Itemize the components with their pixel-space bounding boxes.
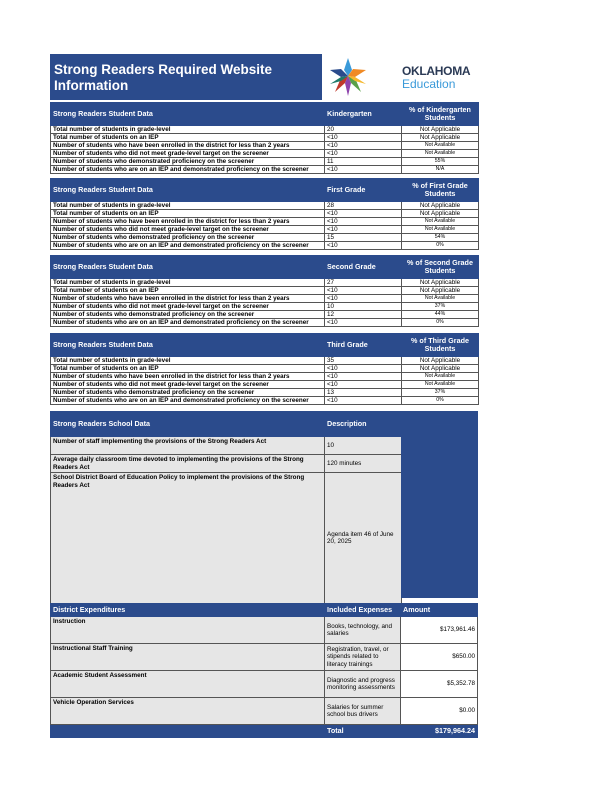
- expense-category: Instructional Staff Training: [51, 644, 325, 671]
- school-data-table: [50, 411, 402, 604]
- row-percent: 0%: [402, 242, 479, 250]
- row-percent: Not Applicable: [402, 365, 479, 373]
- percent-header: % of Third Grade Students: [402, 334, 479, 357]
- table-row: [51, 166, 479, 174]
- school-row-value: 120 minutes: [325, 455, 402, 473]
- row-percent: 44%: [402, 311, 479, 319]
- row-value: <10: [325, 319, 402, 327]
- row-percent: 54%: [402, 234, 479, 242]
- section-title: Strong Readers Student Data: [51, 103, 325, 126]
- logo-area: [322, 54, 478, 100]
- row-label: Number of students who demonstrated proficiency on the screener: [51, 158, 325, 166]
- expense-amount: $650.00: [401, 644, 478, 671]
- table-row: [51, 311, 479, 319]
- row-value: <10: [325, 365, 402, 373]
- row-value: <10: [325, 142, 402, 150]
- row-label: Total number of students in grade-level: [51, 126, 325, 134]
- row-value: 27: [325, 279, 402, 287]
- row-value: 15: [325, 234, 402, 242]
- row-value: 28: [325, 202, 402, 210]
- star-logo-icon: [326, 56, 370, 98]
- row-value: <10: [325, 381, 402, 389]
- expense-amount: $173,961.46: [401, 617, 478, 644]
- table-row: [51, 226, 479, 234]
- section-title: Strong Readers Student Data: [51, 334, 325, 357]
- percent-header: % of Second Grade Students: [402, 256, 479, 279]
- page-title: [50, 54, 322, 100]
- expense-category: Instruction: [51, 617, 325, 644]
- expense-category: Academic Student Assessment: [51, 671, 325, 698]
- table-row: [51, 218, 479, 226]
- row-percent: Not Available: [402, 381, 479, 389]
- table-row: [51, 279, 479, 287]
- row-value: <10: [325, 242, 402, 250]
- row-percent: Not Applicable: [402, 287, 479, 295]
- row-label: Number of students who did not meet grade-level target on the screener: [51, 226, 325, 234]
- expenditures-header: District Expenditures: [51, 604, 325, 617]
- row-percent: 37%: [402, 303, 479, 311]
- row-value: <10: [325, 218, 402, 226]
- row-percent: N/A: [402, 166, 479, 174]
- grade-header: Third Grade: [325, 334, 402, 357]
- row-percent: Not Applicable: [402, 357, 479, 365]
- table-row: [51, 365, 479, 373]
- row-percent: 55%: [402, 158, 479, 166]
- total-amount: $179,964.24: [401, 725, 478, 738]
- expense-included: Books, technology, and salaries: [325, 617, 401, 644]
- row-value: 20: [325, 126, 402, 134]
- row-percent: Not Available: [402, 373, 479, 381]
- school-row-label: Average daily classroom time devoted to implementing the provisions of the Strong Readers Act: [51, 455, 325, 473]
- row-percent: Not Available: [402, 150, 479, 158]
- row-label: Number of students who did not meet grade-level target on the screener: [51, 150, 325, 158]
- grade-header: Kindergarten: [325, 103, 402, 126]
- table-row: [51, 234, 479, 242]
- row-percent: 0%: [402, 397, 479, 405]
- row-label: Total number of students on an IEP: [51, 287, 325, 295]
- row-value: <10: [325, 287, 402, 295]
- table-row: [51, 373, 479, 381]
- row-label: Total number of students in grade-level: [51, 357, 325, 365]
- row-value: 11: [325, 158, 402, 166]
- row-label: Number of students who have been enrolled in the district for less than 2 years: [51, 295, 325, 303]
- table-row: [51, 357, 479, 365]
- table-row: [51, 381, 479, 389]
- row-value: 10: [325, 303, 402, 311]
- row-value: <10: [325, 150, 402, 158]
- row-value: <10: [325, 397, 402, 405]
- student-data-table: [50, 102, 479, 174]
- percent-header: % of First Grade Students: [402, 179, 479, 202]
- description-header: Description: [325, 412, 402, 437]
- amount-header: Amount: [401, 604, 478, 617]
- row-percent: 0%: [402, 319, 479, 327]
- row-percent: Not Applicable: [402, 134, 479, 142]
- row-label: Number of students who demonstrated proficiency on the screener: [51, 389, 325, 397]
- expense-included: Salaries for summer school bus drivers: [325, 698, 401, 725]
- table-row: [51, 389, 479, 397]
- row-label: Number of students who did not meet grade-level target on the screener: [51, 303, 325, 311]
- section-title: Strong Readers Student Data: [51, 256, 325, 279]
- total-label: Total: [325, 725, 401, 738]
- row-value: <10: [325, 373, 402, 381]
- row-label: Number of students who are on an IEP and demonstrated proficiency on the screener: [51, 166, 325, 174]
- row-label: Number of students who did not meet grade-level target on the screener: [51, 381, 325, 389]
- row-percent: Not Applicable: [402, 126, 479, 134]
- school-row-label: School District Board of Education Policy to implement the provisions of the Strong Readers Act: [51, 473, 325, 604]
- row-percent: Not Available: [402, 226, 479, 234]
- grade-header: Second Grade: [325, 256, 402, 279]
- expense-included: Diagnostic and progress monitoring assessments: [325, 671, 401, 698]
- percent-header: % of Kindergarten Students: [402, 103, 479, 126]
- title-line-1: Strong Readers Required Website: [54, 62, 273, 77]
- table-row: [51, 287, 479, 295]
- row-percent: Not Applicable: [402, 202, 479, 210]
- student-data-table: [50, 255, 479, 327]
- table-row: [51, 134, 479, 142]
- row-percent: 37%: [402, 389, 479, 397]
- row-label: Total number of students in grade-level: [51, 202, 325, 210]
- row-label: Total number of students on an IEP: [51, 134, 325, 142]
- table-row: [51, 397, 479, 405]
- logo-text-oklahoma: OKLAHOMA: [402, 64, 471, 78]
- expense-amount: $5,352.78: [401, 671, 478, 698]
- row-value: <10: [325, 295, 402, 303]
- table-row: [51, 303, 479, 311]
- section-title: Strong Readers Student Data: [51, 179, 325, 202]
- table-row: [51, 210, 479, 218]
- expense-category: Vehicle Operation Services: [51, 698, 325, 725]
- table-row: [51, 295, 479, 303]
- table-row: [51, 319, 479, 327]
- row-label: Number of students who have been enrolled in the district for less than 2 years: [51, 218, 325, 226]
- row-label: Number of students who have been enrolled in the district for less than 2 years: [51, 142, 325, 150]
- school-row-value: Agenda item 46 of June 20, 2025: [325, 473, 402, 604]
- row-label: Number of students who are on an IEP and demonstrated proficiency on the screener: [51, 242, 325, 250]
- row-percent: Not Applicable: [402, 279, 479, 287]
- student-data-table: [50, 178, 479, 250]
- school-row-value: 10: [325, 437, 402, 455]
- row-label: Number of students who demonstrated proficiency on the screener: [51, 234, 325, 242]
- blue-fill-block: [401, 411, 478, 598]
- row-value: 12: [325, 311, 402, 319]
- total-spacer: [51, 725, 325, 738]
- expenditures-table: [50, 603, 478, 738]
- row-value: <10: [325, 226, 402, 234]
- table-row: [51, 242, 479, 250]
- table-row: [51, 150, 479, 158]
- row-percent: Not Available: [402, 218, 479, 226]
- table-row: [51, 142, 479, 150]
- title-line-2: Information: [54, 78, 129, 93]
- row-value: <10: [325, 210, 402, 218]
- school-section-title: Strong Readers School Data: [51, 412, 325, 437]
- row-label: Total number of students in grade-level: [51, 279, 325, 287]
- row-label: Total number of students on an IEP: [51, 210, 325, 218]
- expense-included: Registration, travel, or stipends related to literacy trainings: [325, 644, 401, 671]
- included-expenses-header: Included Expenses: [325, 604, 401, 617]
- row-label: Number of students who demonstrated proficiency on the screener: [51, 311, 325, 319]
- logo-text-education: Education: [402, 77, 456, 91]
- row-value: <10: [325, 134, 402, 142]
- row-percent: Not Available: [402, 295, 479, 303]
- row-value: 35: [325, 357, 402, 365]
- table-row: [51, 126, 479, 134]
- row-label: Number of students who have been enrolled in the district for less than 2 years: [51, 373, 325, 381]
- table-row: [51, 158, 479, 166]
- row-percent: Not Applicable: [402, 210, 479, 218]
- row-label: Number of students who are on an IEP and demonstrated proficiency on the screener: [51, 397, 325, 405]
- row-percent: Not Available: [402, 142, 479, 150]
- school-row-label: Number of staff implementing the provisions of the Strong Readers Act: [51, 437, 325, 455]
- row-label: Total number of students on an IEP: [51, 365, 325, 373]
- expense-amount: $0.00: [401, 698, 478, 725]
- table-row: [51, 202, 479, 210]
- grade-header: First Grade: [325, 179, 402, 202]
- student-data-table: [50, 333, 479, 405]
- row-value: <10: [325, 166, 402, 174]
- row-label: Number of students who are on an IEP and demonstrated proficiency on the screener: [51, 319, 325, 327]
- row-value: 13: [325, 389, 402, 397]
